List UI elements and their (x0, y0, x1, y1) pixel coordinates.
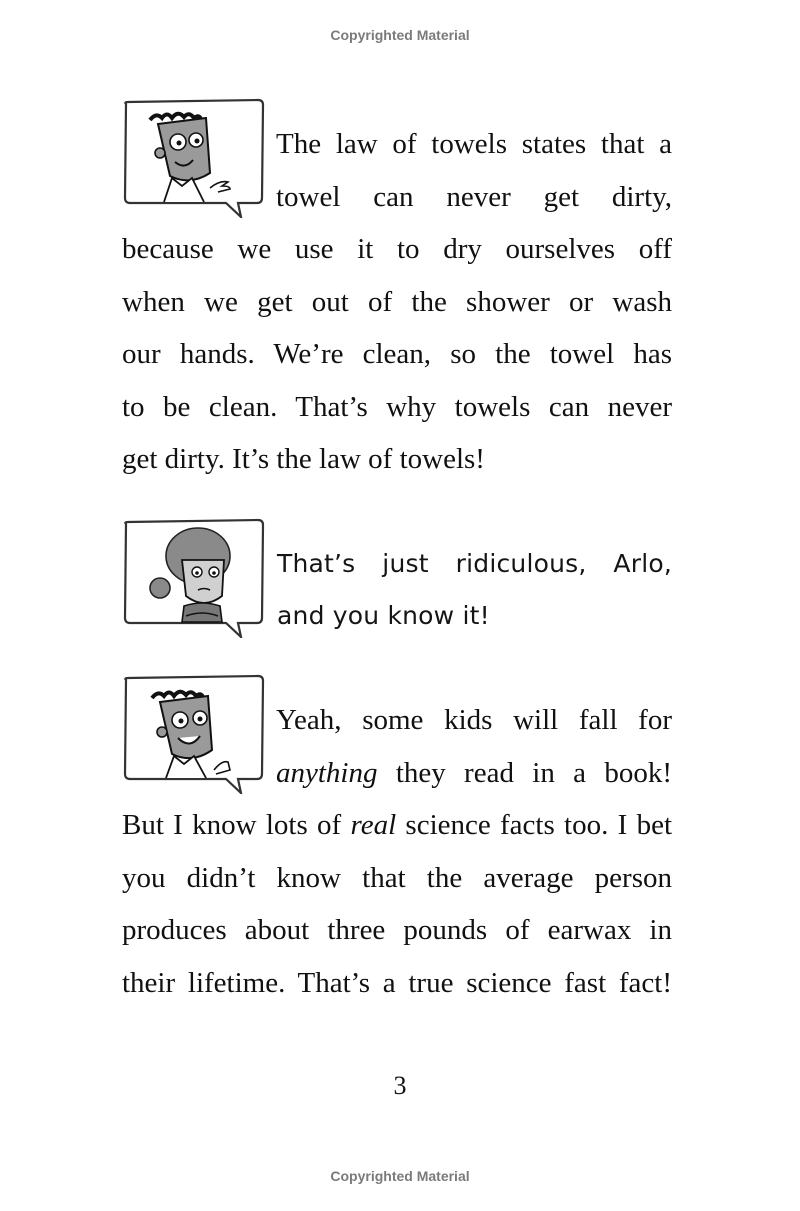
speech-bubble-icon (120, 674, 266, 794)
paragraph-line: towel can never get dirty, (276, 181, 672, 213)
paragraph-line: to be clean. That’s why towels can never (122, 391, 672, 423)
page-number: 3 (393, 1071, 407, 1100)
paragraph-line: get dirty. It’s the law of towels! (122, 443, 485, 475)
paragraph-line: But I know lots of real science facts too. I bet (122, 809, 673, 841)
copyright-watermark-bottom: Copyrighted Material (330, 1168, 470, 1184)
dialogue-line: That’s just ridiculous, Arlo, (277, 549, 672, 578)
speech-bubble-icon (120, 518, 266, 638)
dialogue-line: and you know it! (277, 601, 490, 630)
paragraph-line: because we use it to dry ourselves off (122, 233, 672, 265)
boy-arlo-smiling-avatar (120, 674, 266, 794)
paragraph-line: their lifetime. That’s a true science fast fact! (122, 967, 672, 999)
emphasis-text: real (350, 809, 397, 841)
paragraph-line: The law of towels states that a (276, 128, 672, 160)
girl-curly-hair-arms-crossed-avatar (120, 518, 266, 638)
paragraph-line: produces about three pounds of earwax in (122, 914, 672, 946)
copyright-watermark-top: Copyrighted Material (330, 27, 470, 43)
paragraph-line: Yeah, some kids will fall for (276, 704, 672, 736)
paragraph-line: anything they read in a book! (276, 757, 672, 789)
boy-arlo-pointing-avatar (120, 98, 266, 218)
paragraph-line: when we get out of the shower or wash (122, 286, 672, 318)
paragraph-line: our hands. We’re clean, so the towel has (122, 338, 672, 370)
speech-bubble-icon (120, 98, 266, 218)
paragraph-line: you didn’t know that the average person (122, 862, 672, 894)
emphasis-text: anything (276, 757, 378, 789)
